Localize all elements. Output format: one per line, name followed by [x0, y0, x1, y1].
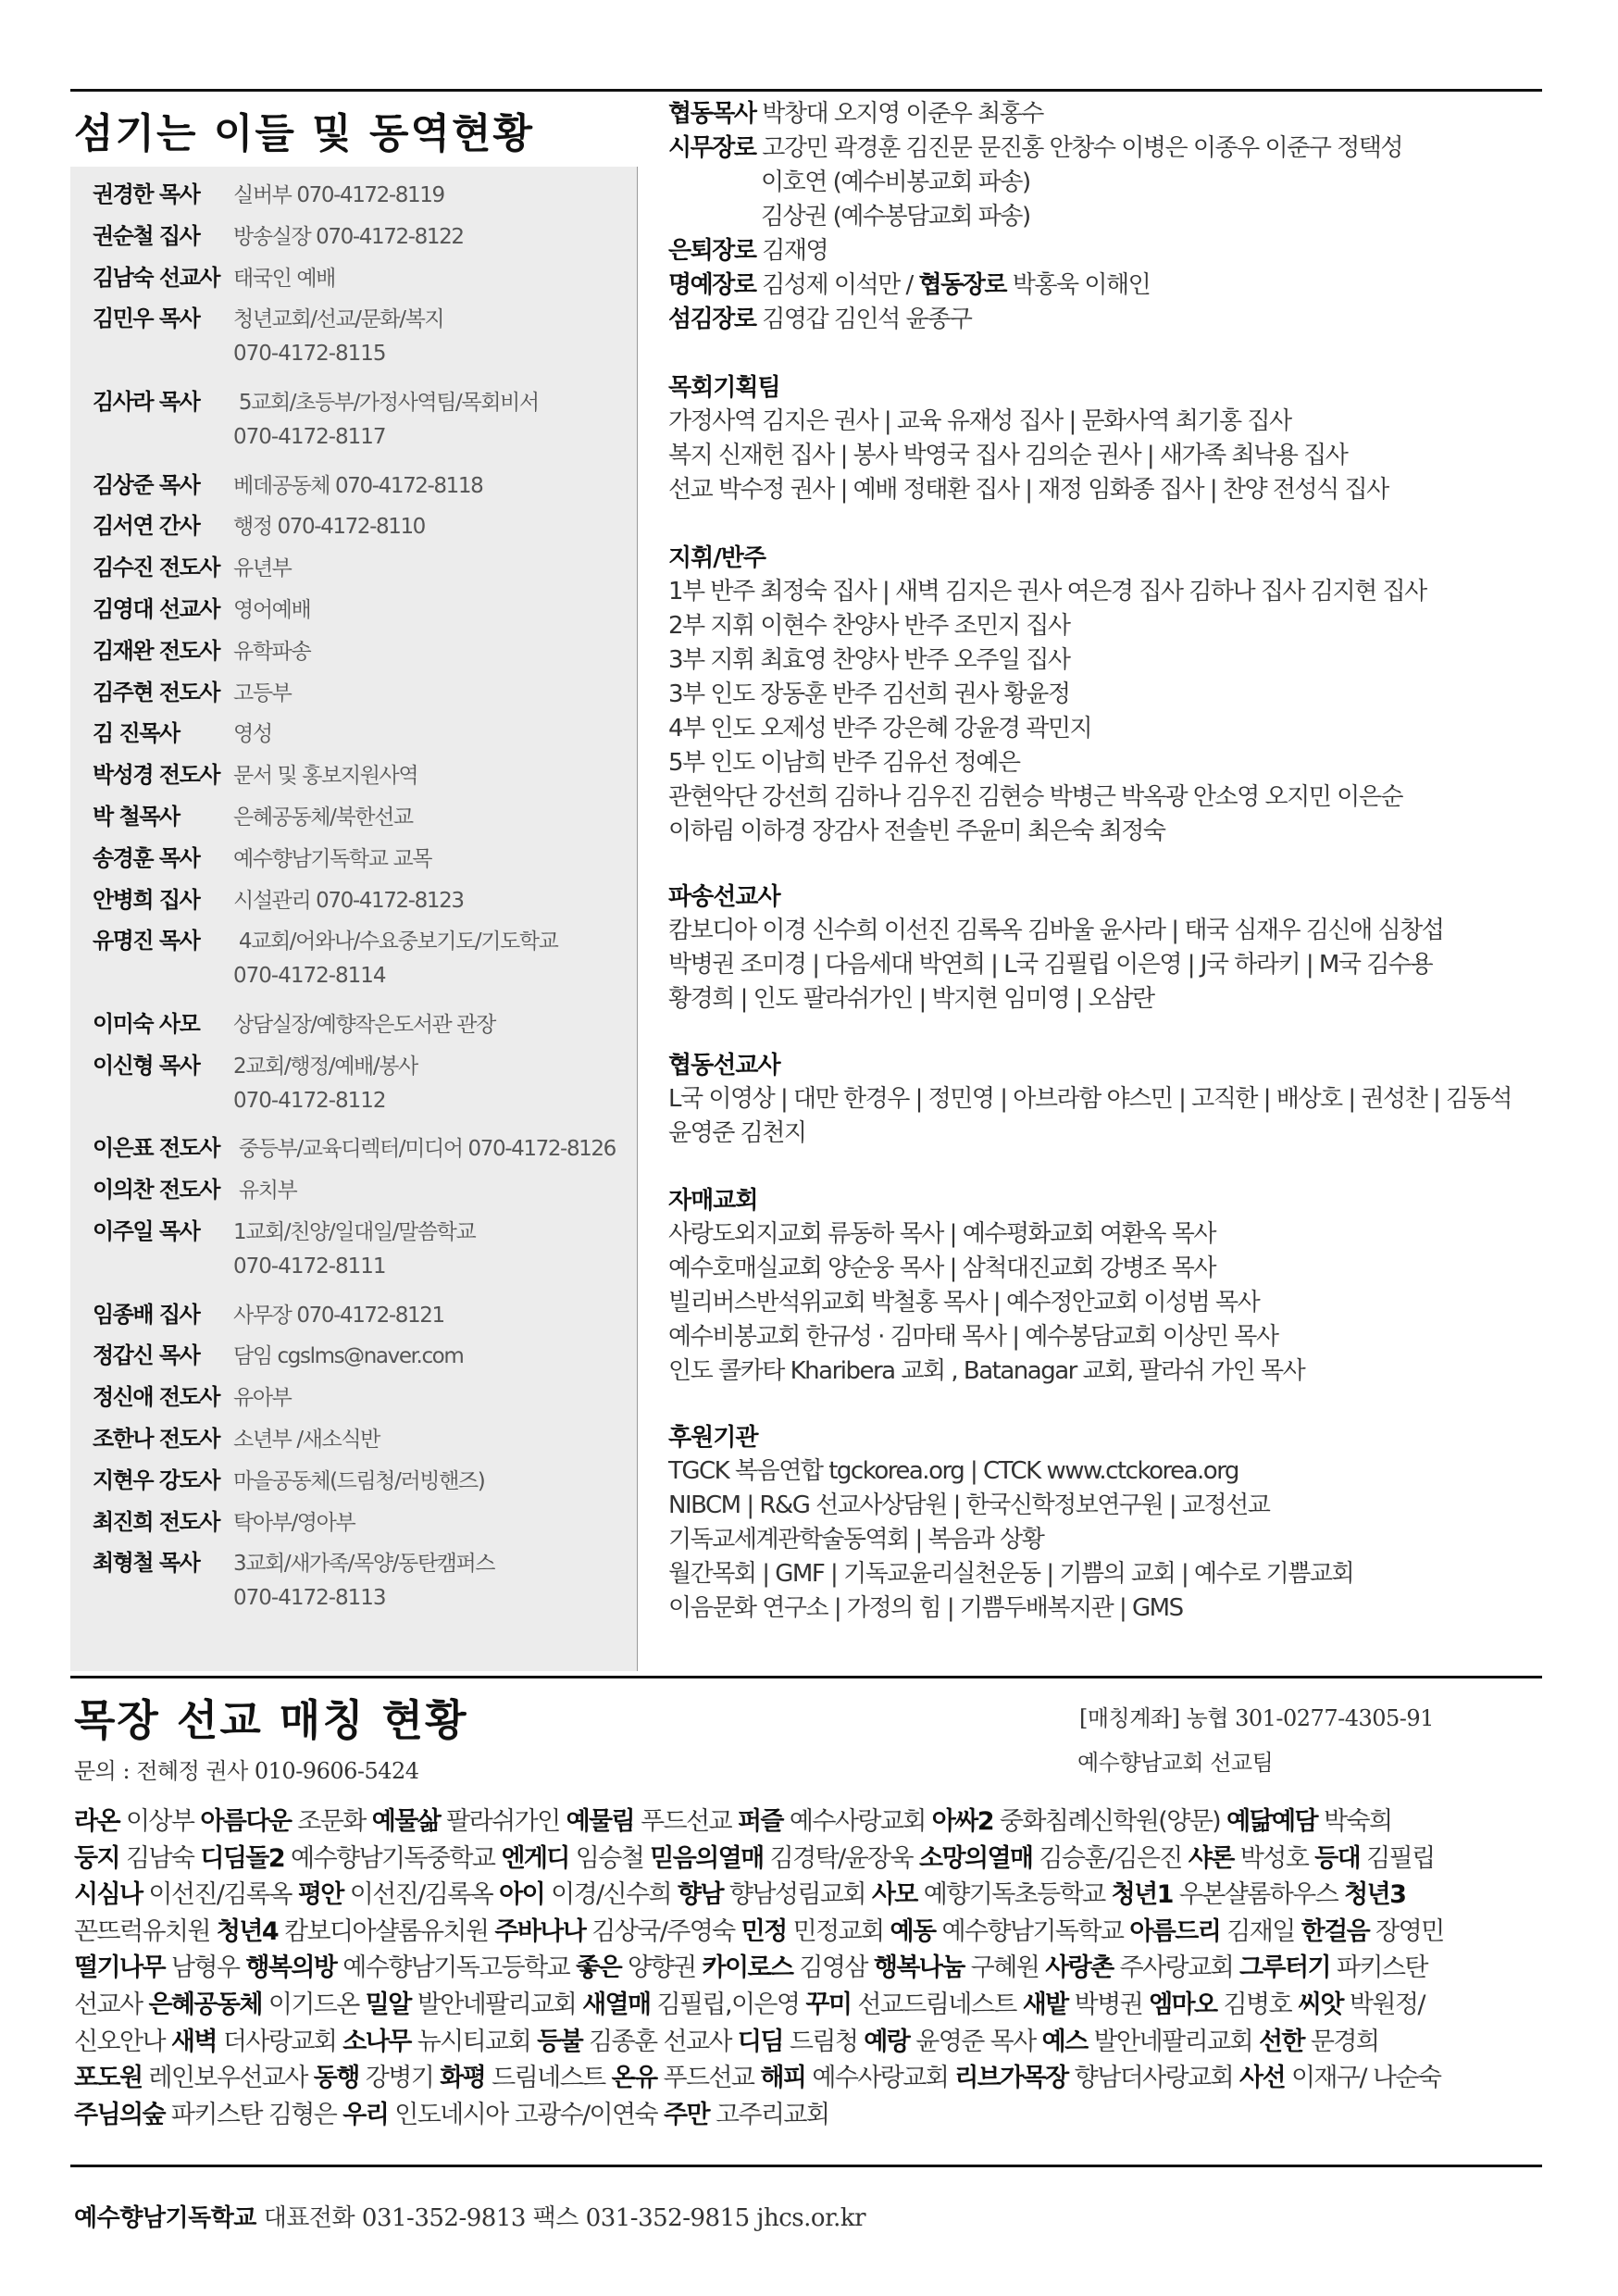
mokjang-name: 아름드리	[1129, 1916, 1221, 1946]
mokjang-name: 새밭	[1022, 1990, 1068, 2019]
staff-name: 임종배 집사	[93, 1301, 200, 1328]
staff-row	[93, 715, 272, 747]
mokjang-partner: 발안네팔리교회	[410, 1990, 583, 2019]
staff-role: 사무장 070-4172-8121	[233, 1303, 444, 1328]
staff-phone: 070-4172-8113	[233, 1586, 386, 1611]
section-line: 3부 지휘 최효영 찬양사 반주 오주일 집사	[668, 646, 1070, 674]
staff-row	[93, 507, 425, 540]
staff-role: 유년부	[233, 556, 292, 581]
staff-role: 1교회/친양/일대일/말씀학교	[233, 1220, 476, 1244]
mokjang-name: 소나무	[342, 2027, 411, 2056]
matching-account: [매칭계좌] 농협 301-0277-4305-91	[1079, 1705, 1434, 1731]
matching-row	[74, 1984, 1425, 2020]
staff-row	[93, 1379, 291, 1411]
mokjang-name: 청년4	[216, 1916, 279, 1946]
staff-role: 문서 및 홍보지원사역	[233, 764, 418, 789]
staff-name: 김사라 목사	[93, 389, 200, 415]
section-line: 4부 인도 오제성 반주 강은혜 강윤경 곽민지	[668, 715, 1092, 742]
mokjang-name: 엔게디	[501, 1843, 569, 1873]
staff-row	[93, 632, 310, 665]
staff-row	[93, 1047, 417, 1079]
section-line: 1부 반주 최정숙 집사 | 새벽 김지은 권사 여은경 집사 김하나 집사 김지현 집사	[668, 578, 1426, 605]
mokjang-partner: 김재일	[1220, 1916, 1301, 1946]
mokjang-partner: 박숙희	[1317, 1807, 1392, 1836]
mokjang-name: 그루터기	[1239, 1953, 1330, 1983]
mokjang-name: 소망의열매	[919, 1843, 1033, 1873]
staff-role: 청년교회/선교/문화/복지	[233, 307, 444, 332]
section-line: L국 이영상 | 대만 한경우 | 정민영 | 아브라함 야스민 | 고직한 | 배상호 | 권성찬 | 김동석	[668, 1085, 1512, 1113]
staff-phone: 070-4172-8114	[233, 964, 386, 989]
staff-row	[93, 1337, 463, 1369]
staff-role: 유치부	[233, 1179, 297, 1204]
staff-list	[70, 167, 638, 1671]
mokjang-name: 사선	[1239, 2064, 1285, 2093]
staff-name: 김재완 전도사	[93, 637, 219, 664]
mokjang-partner: 캄보디아샬롬유치원	[278, 1916, 495, 1946]
staff-name: 김상준 목사	[93, 471, 200, 498]
mokjang-partner: 우본샬롬하우스	[1172, 1880, 1345, 1910]
staff-role: 태국인 예배	[233, 266, 336, 291]
mokjang-name: 아싸2	[931, 1807, 993, 1836]
mokjang-name: 시심나	[74, 1880, 143, 1910]
mokjang-name: 선한	[1258, 2027, 1304, 2056]
matching-row	[74, 1947, 1427, 1983]
mokjang-name: 둥지	[74, 1843, 119, 1873]
staff-phone: 070-4172-8117	[233, 424, 386, 449]
section-title-planning: 목회기획팀	[668, 374, 780, 402]
mokjang-partner: 김병호	[1216, 1990, 1298, 2019]
mokjang-partner: 향남더사랑교회	[1067, 2064, 1239, 2093]
mokjang-name: 라온	[74, 1807, 119, 1836]
staff-row	[93, 674, 291, 706]
mokjang-partner: 이경/신수희	[544, 1880, 678, 1910]
staff-name: 정신애 전도사	[93, 1384, 219, 1411]
mokjang-name: 향남	[677, 1880, 723, 1910]
section-line: 사랑도외지교회 류동하 목사 | 예수평화교회 여환옥 목사	[668, 1220, 1216, 1248]
mokjang-name: 예스	[1041, 2027, 1088, 2056]
elders: 시무장로 고강민 곽경훈 김진문 문진홍 안창수 이병은 이종우 이준구 정택성	[668, 134, 1402, 162]
staff-row	[93, 300, 443, 332]
mokjang-partner: 중화침례신학원(양문)	[992, 1807, 1227, 1836]
mokjang-partner: 발안네팔리교회	[1087, 2027, 1259, 2056]
staff-role: 마을공동체(드림청/러빙핸즈)	[233, 1468, 485, 1493]
mokjang-partner: 이상부	[118, 1807, 201, 1836]
footer: 예수향남기독학교 대표전화 031-352-9813 팩스 031-352-9815 jhcs.or.kr	[74, 2204, 866, 2232]
mokjang-partner: 김필립	[1360, 1843, 1435, 1873]
section-line: 빌리버스반석위교회 박철홍 목사 | 예수정안교회 이성범 목사	[668, 1289, 1260, 1316]
mokjang-partner: 파키스탄 김형은	[164, 2100, 343, 2129]
mokjang-partner: 꼰뜨럭유치원	[74, 1916, 217, 1946]
serve-elders: 섬김장로 김영갑 김인석 윤종구	[668, 306, 972, 333]
staff-name: 정갑신 목사	[93, 1342, 200, 1369]
staff-row	[93, 176, 444, 208]
mokjang-partner: 박성호	[1233, 1843, 1315, 1873]
staff-name: 안병희 집사	[93, 886, 200, 913]
section-line: 윤영준 김천지	[668, 1119, 806, 1147]
mokjang-partner: 뉴시티교회	[410, 2027, 538, 2056]
inquiry-contact: 문의 : 전혜정 권사 010-9606-5424	[74, 1758, 419, 1784]
matching-row	[74, 1801, 1391, 1837]
staff-role: 실버부 070-4172-8119	[233, 183, 444, 207]
staff-phone: 070-4172-8111	[233, 1254, 386, 1279]
mokjang-partner: 구혜원	[964, 1953, 1046, 1983]
mokjang-partner: 예수사랑교회	[782, 1807, 932, 1836]
staff-row	[93, 1171, 296, 1204]
mokjang-name: 예동	[890, 1916, 936, 1946]
assoc-pastors: 협동목사 박창대 오지영 이준우 최홍수	[668, 100, 1043, 128]
elder-cont-1: 이호연 (예수비봉교회 파송)	[761, 168, 1030, 196]
staff-name: 김민우 목사	[93, 306, 200, 332]
staff-name: 지현우 강도사	[93, 1466, 219, 1493]
mokjang-partner: 김승훈/김은진	[1032, 1843, 1189, 1873]
mokjang-partner: 드림청	[782, 2027, 865, 2056]
staff-role: 2교회/행정/예배/봉사	[233, 1054, 417, 1079]
staff-row	[93, 218, 464, 250]
mokjang-name: 주바나나	[494, 1916, 586, 1946]
mokjang-name: 한걸음	[1301, 1916, 1370, 1946]
section-line: 예수비봉교회 한규성 · 김마태 목사 | 예수봉담교회 이상민 목사	[668, 1323, 1278, 1351]
section-title-coop_mission: 협동선교사	[668, 1052, 780, 1079]
mokjang-name: 예닮예담	[1226, 1807, 1318, 1836]
mokjang-partner: 김영삼	[792, 1953, 874, 1983]
mokjang-partner: 민정교회	[786, 1916, 890, 1946]
mokjang-partner: 김필립,이은영	[650, 1990, 806, 2019]
section-line: 기독교세계관학술동역회 | 복음과 상황	[668, 1526, 1044, 1554]
section-line: 인도 콜카타 Kharibera 교회 , Batanagar 교회, 팔라쉬 가인 목사	[668, 1357, 1305, 1385]
staff-name: 박 철목사	[93, 804, 180, 830]
mokjang-partner: 예수향남기독고등학교	[336, 1953, 577, 1983]
section-line: 3부 인도 장동훈 반주 김선희 권사 황윤정	[668, 680, 1070, 708]
staff-role: 담임 cgslms@naver.com	[233, 1344, 464, 1369]
mokjang-name: 디딤	[737, 2027, 783, 2056]
staff-name: 권순철 집사	[93, 222, 200, 249]
staff-name: 이주일 목사	[93, 1218, 200, 1244]
staff-row	[93, 1462, 484, 1494]
mokjang-partner: 인도네시아 고광수/이연숙	[388, 2100, 664, 2129]
mokjang-name: 카이로스	[702, 1953, 793, 1983]
matching-row	[74, 1911, 1444, 1947]
staff-row	[93, 259, 335, 292]
mokjang-name: 온유	[611, 2064, 657, 2093]
bottom-rule	[70, 2165, 1542, 2167]
matching-title: 목장 선교 매칭 현황	[74, 1695, 468, 1745]
mokjang-partner: 문경희	[1303, 2027, 1379, 2056]
mokjang-name: 동행	[313, 2064, 359, 2093]
staff-name: 최진희 전도사	[93, 1508, 219, 1535]
staff-name: 김남숙 선교사	[93, 264, 219, 291]
honor-elders: 명예장로 김성제 이석만 / 협동장로 박홍욱 이해인	[668, 271, 1151, 299]
staff-name: 김 진목사	[93, 720, 180, 747]
mokjang-partner: 박병권	[1067, 1990, 1150, 2019]
mokjang-name: 아이	[499, 1880, 545, 1910]
mokjang-partner: 예수향남기독학교	[935, 1916, 1130, 1946]
mokjang-partner: 팔라쉬가인	[440, 1807, 566, 1836]
mokjang-name: 포도원	[74, 2064, 143, 2093]
mokjang-partner: 예수향남기독중학교	[284, 1843, 502, 1873]
mokjang-name: 사모	[871, 1880, 917, 1910]
staff-role: 4교회/어와나/수요중보기도/기도학교	[233, 930, 558, 955]
staff-row	[93, 881, 464, 914]
mokjang-name: 은혜공동체	[148, 1990, 262, 2019]
mokjang-name: 믿음의열매	[650, 1843, 764, 1873]
mokjang-partner: 이재구/ 나순숙	[1284, 2064, 1441, 2093]
section-title-support: 후원기관	[668, 1424, 758, 1452]
mokjang-name: 행복의방	[245, 1953, 337, 1983]
section-line: 이음문화 연구소 | 가정의 힘 | 기쁨두배복지관 | GMS	[668, 1594, 1183, 1622]
mokjang-partner: 이기드온	[261, 1990, 366, 2019]
staff-role: 영성	[233, 722, 272, 747]
staff-name: 권경한 목사	[93, 181, 200, 207]
staff-role: 중등부/교육디렉터/미디어 070-4172-8126	[233, 1137, 616, 1162]
mokjang-partner: 푸드선교	[634, 1807, 738, 1836]
section-line: 2부 지휘 이현수 찬양사 반주 조민지 집사	[668, 612, 1070, 640]
section-title-sister: 자매교회	[668, 1187, 758, 1215]
section-line: 황경희 | 인도 팔라쉬가인 | 박지현 임미영 | 오삼란	[668, 985, 1154, 1013]
mokjang-partner: 강병기	[358, 2064, 441, 2093]
section-line: 복지 신재헌 집사 | 봉사 박영국 집사 김의순 권사 | 새가족 최낙용 집사	[668, 442, 1348, 469]
staff-phone: 070-4172-8115	[233, 342, 386, 367]
mokjang-name: 새열매	[582, 1990, 651, 2019]
staff-role: 상담실장/예향작은도서관 관장	[233, 1013, 495, 1037]
mokjang-name: 주만	[663, 2100, 709, 2129]
section-line: 캄보디아 이경 신수희 이선진 김록옥 김바울 윤사라 | 태국 심재우 김신애 심창섭	[668, 917, 1444, 944]
mokjang-name: 샤론	[1188, 1843, 1234, 1873]
staff-role: 유학파송	[233, 639, 311, 664]
staff-name: 송경훈 목사	[93, 844, 200, 871]
staff-name: 최형철 목사	[93, 1550, 200, 1577]
mokjang-name: 퍼즐	[737, 1807, 783, 1836]
top-rule	[70, 89, 1542, 92]
mokjang-partner: 김종훈 선교사	[582, 2027, 738, 2056]
mokjang-name: 등불	[537, 2027, 583, 2056]
mokjang-name: 리브가목장	[954, 2064, 1068, 2093]
mokjang-partner: 장영민	[1369, 1916, 1444, 1946]
mokjang-partner: 선교드림네스트	[851, 1990, 1023, 2019]
staff-role: 행정 070-4172-8110	[233, 515, 425, 540]
mokjang-partner: 드림네스트	[485, 2064, 612, 2093]
section-line: 선교 박수정 권사 | 예배 정태환 집사 | 재정 임화종 집사 | 찬양 전성식 집사	[668, 476, 1388, 504]
staff-role: 영어예배	[233, 598, 311, 622]
mokjang-partner: 푸드선교	[656, 2064, 761, 2093]
mokjang-name: 행복나눔	[873, 1953, 965, 1983]
mokjang-name: 디딤돌2	[200, 1843, 285, 1873]
section-line: 5부 인도 이남희 반주 김유선 정예은	[668, 749, 1020, 777]
matching-row	[74, 1874, 1405, 1910]
mokjang-name: 씨앗	[1297, 1990, 1343, 2019]
section-line: 이하림 이하경 장감사 전솔빈 주윤미 최은숙 최정숙	[668, 817, 1165, 845]
middle-rule	[70, 1676, 1542, 1678]
staff-role: 시설관리 070-4172-8123	[233, 888, 464, 913]
staff-row	[93, 467, 482, 499]
staff-name: 김서연 간사	[93, 513, 200, 540]
mokjang-partner: 임승철	[568, 1843, 651, 1873]
mokjang-partner: 이선진/김록옥	[142, 1880, 298, 1910]
retired-elders: 은퇴장로 김재영	[668, 237, 828, 265]
mokjang-partner: 김경탁/윤장욱	[763, 1843, 919, 1873]
staff-row	[93, 1129, 616, 1162]
staff-row	[93, 840, 431, 872]
mokjang-name: 청년1	[1111, 1880, 1173, 1910]
mokjang-name: 엠마오	[1149, 1990, 1217, 2019]
staff-role: 베데공동체 070-4172-8118	[233, 473, 483, 498]
mokjang-name: 예물삶	[371, 1807, 441, 1836]
mokjang-partner: 레인보우선교사	[142, 2064, 314, 2093]
staff-name: 조한나 전도사	[93, 1426, 219, 1452]
staff-name: 이신형 목사	[93, 1052, 200, 1079]
mokjang-partner: 고주리교회	[708, 2100, 829, 2129]
mokjang-partner: 윤영준 목사	[909, 2027, 1042, 2056]
staff-name: 유명진 목사	[93, 928, 200, 955]
staff-phone: 070-4172-8112	[233, 1088, 386, 1113]
mokjang-name: 좋은	[576, 1953, 622, 1983]
page-title: 섬기는 이들 및 동역현황	[74, 110, 534, 157]
mokjang-name: 밀알	[365, 1990, 411, 2019]
staff-role: 소년부 /새소식반	[233, 1428, 380, 1452]
mokjang-name: 떨기나무	[74, 1953, 165, 1983]
section-line: NIBCM | R&G 선교사상담원 | 한국신학정보연구원 | 교정선교	[668, 1491, 1270, 1519]
mokjang-partner: 박원정/	[1342, 1990, 1425, 2019]
staff-row	[93, 922, 557, 955]
staff-role: 유아부	[233, 1386, 292, 1411]
staff-row	[93, 1420, 380, 1453]
staff-row	[93, 1544, 494, 1577]
staff-row	[93, 798, 413, 830]
section-line: 박병권 조미경 | 다음세대 박연희 | L국 김필립 이은영 | J국 하라키 | M국 김수용	[668, 951, 1433, 979]
staff-role: 은혜공동체/북한선교	[233, 805, 413, 830]
staff-role: 고등부	[233, 680, 292, 705]
mokjang-partner: 파키스탄	[1329, 1953, 1427, 1983]
mokjang-name: 등대	[1314, 1843, 1361, 1873]
staff-name: 박성경 전도사	[93, 762, 219, 789]
mokjang-partner: 더사랑교회	[216, 2027, 343, 2056]
mokjang-name: 예랑	[864, 2027, 910, 2056]
section-line: 관현악단 강선희 김하나 김우진 김현승 박병근 박옥광 안소영 오지민 이은순	[668, 783, 1402, 811]
mokjang-partner: 선교사	[74, 1990, 149, 2019]
staff-row	[93, 1296, 444, 1329]
staff-role: 방송실장 070-4172-8122	[233, 224, 464, 249]
staff-row	[93, 591, 310, 623]
mokjang-partner: 이선진/김록옥	[342, 1880, 500, 1910]
mokjang-name: 평안	[297, 1880, 343, 1910]
staff-role: 탁아부/영아부	[233, 1510, 355, 1535]
mokjang-name: 주님의숲	[74, 2100, 165, 2129]
mokjang-partner: 향남성림교회	[722, 1880, 872, 1910]
section-line: 월간목회 | GMF | 기독교윤리실천운동 | 기쁨의 교회 | 예수로 기쁨교회	[668, 1560, 1354, 1588]
staff-name: 김주현 전도사	[93, 679, 219, 705]
mokjang-name: 화평	[440, 2064, 486, 2093]
staff-name: 김수진 전도사	[93, 555, 219, 581]
staff-row	[93, 1005, 495, 1038]
matching-row	[74, 2021, 1378, 2057]
staff-row	[93, 1213, 475, 1245]
staff-name: 이은표 전도사	[93, 1135, 219, 1162]
staff-row	[93, 383, 539, 416]
staff-role: 3교회/새가족/목양/동탄캠퍼스	[233, 1552, 495, 1577]
section-title-choir: 지휘/반주	[668, 544, 765, 572]
section-line: 가정사역 김지은 권사 | 교육 유재성 집사 | 문화사역 최기홍 집사	[668, 407, 1291, 435]
staff-row	[93, 1504, 355, 1536]
matching-row	[74, 2094, 828, 2130]
section-title-sent: 파송선교사	[668, 883, 780, 911]
staff-row	[93, 756, 417, 789]
mokjang-name: 새벽	[170, 2027, 217, 2056]
section-line: TGCK 복음연합 tgckorea.org | CTCK www.ctckorea.org	[668, 1457, 1238, 1485]
mokjang-partner: 조문화	[291, 1807, 372, 1836]
mokjang-name: 사랑촌	[1045, 1953, 1114, 1983]
staff-row	[93, 549, 291, 581]
mokjang-name: 민정	[741, 1916, 787, 1946]
section-line: 예수호매실교회 양순웅 목사 | 삼척대진교회 강병조 목사	[668, 1254, 1216, 1282]
mokjang-name: 청년3	[1344, 1880, 1406, 1910]
mokjang-partner: 양향권	[621, 1953, 703, 1983]
matching-row	[74, 2057, 1440, 2093]
mission-team: 예수향남교회 선교팀	[1077, 1750, 1274, 1776]
mokjang-partner: 주사랑교회	[1113, 1953, 1240, 1983]
mokjang-partner: 김남숙	[118, 1843, 201, 1873]
staff-role: 예수향남기독학교 교목	[233, 846, 432, 871]
elder-cont-2: 김상권 (예수봉담교회 파송)	[761, 203, 1030, 231]
mokjang-partner: 신오안나	[74, 2027, 171, 2056]
mokjang-name: 우리	[342, 2100, 389, 2129]
mokjang-partner: 김상국/주영숙	[585, 1916, 741, 1946]
staff-name: 이의찬 전도사	[93, 1177, 219, 1204]
mokjang-name: 아름다운	[200, 1807, 292, 1836]
staff-name: 김영대 선교사	[93, 596, 219, 622]
mokjang-name: 꾸미	[805, 1990, 852, 2019]
mokjang-partner: 남형우	[164, 1953, 246, 1983]
mokjang-partner: 예수사랑교회	[805, 2064, 955, 2093]
mokjang-name: 해피	[760, 2064, 806, 2093]
mokjang-partner: 예향기독초등학교	[916, 1880, 1112, 1910]
staff-role: 5교회/초등부/가정사역팀/목회비서	[233, 391, 539, 415]
mokjang-name: 예물림	[566, 1807, 635, 1836]
matching-row	[74, 1838, 1435, 1874]
staff-name: 이미숙 사모	[93, 1011, 200, 1037]
